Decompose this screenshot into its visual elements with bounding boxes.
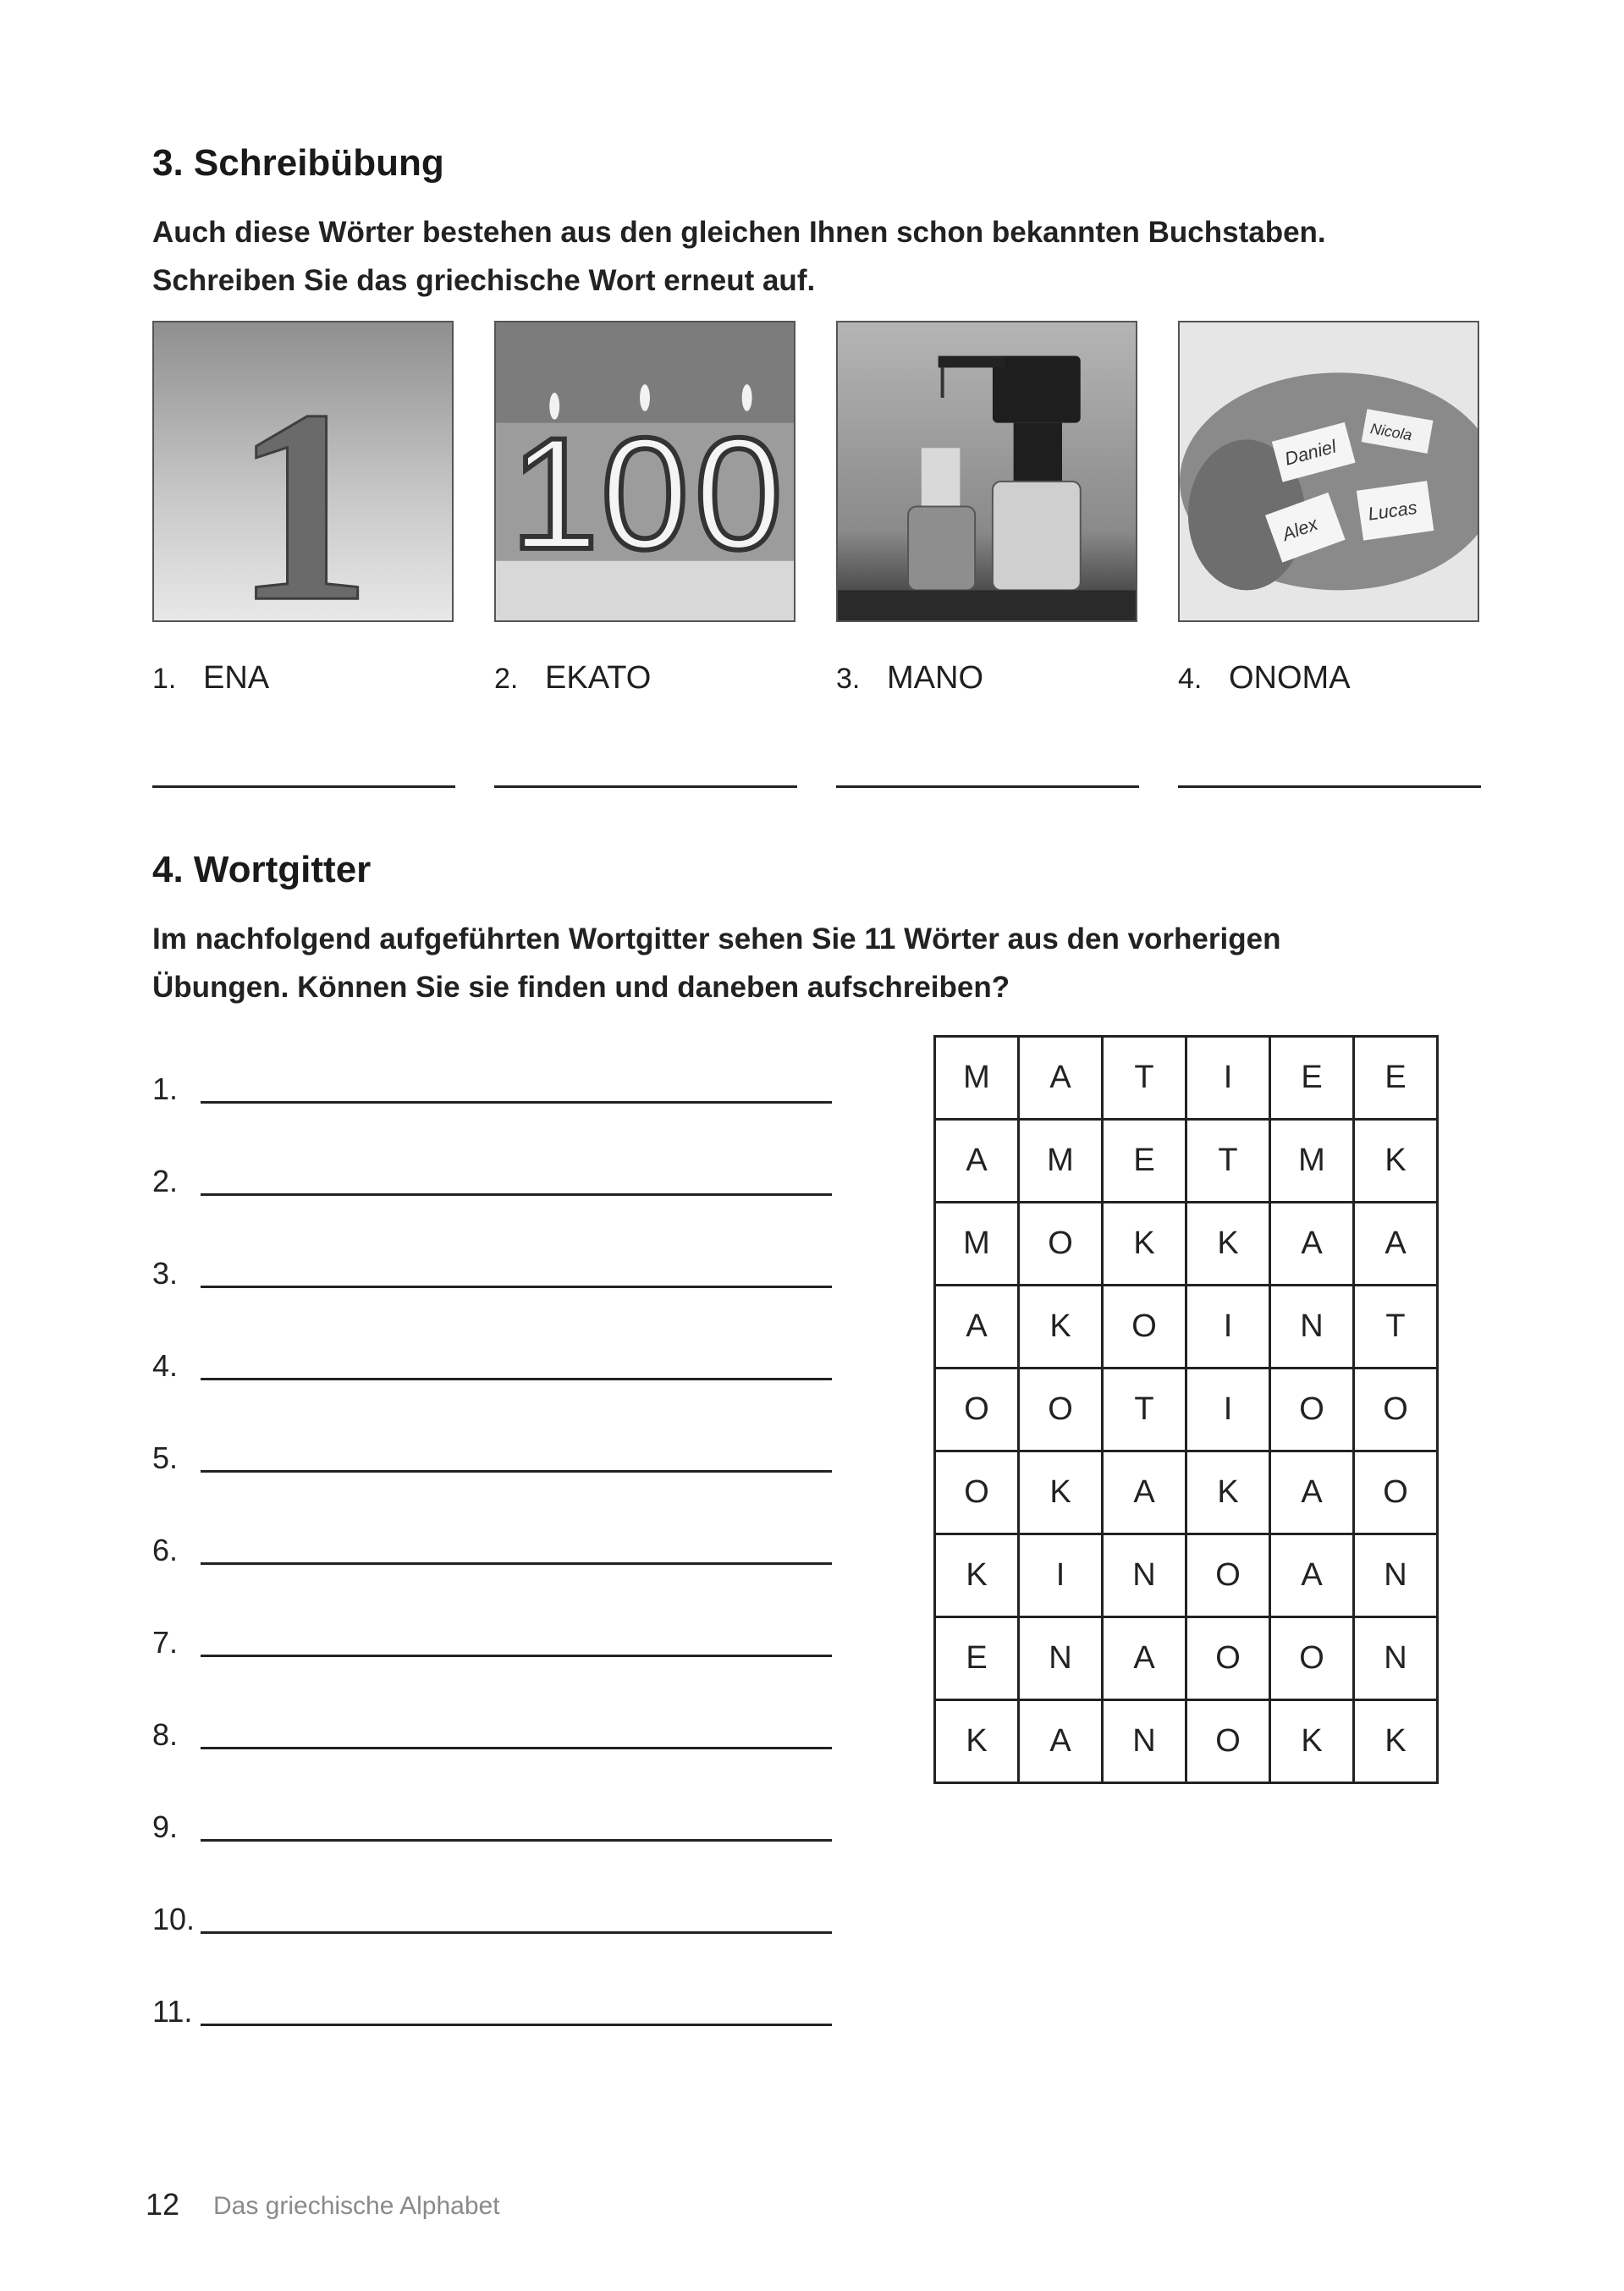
grid-cell[interactable]: N: [1103, 1534, 1186, 1617]
grid-cell[interactable]: I: [1186, 1369, 1270, 1451]
answer-number: 6.: [152, 1533, 179, 1567]
answer-line-6[interactable]: [201, 1562, 832, 1565]
grid-cell[interactable]: A: [1354, 1203, 1438, 1286]
grid-cell[interactable]: K: [935, 1534, 1019, 1617]
word-text: MANO: [887, 660, 983, 696]
answer-line-1[interactable]: [201, 1101, 832, 1104]
answer-line-8[interactable]: [201, 1747, 832, 1749]
answer-number: 2.: [152, 1164, 179, 1198]
section-3-heading: 3. Schreibübung: [152, 142, 444, 184]
answer-line-5[interactable]: [201, 1470, 832, 1473]
grid-cell[interactable]: N: [1019, 1617, 1103, 1700]
grid-cell[interactable]: I: [1019, 1534, 1103, 1617]
grid-cell[interactable]: T: [1186, 1120, 1270, 1203]
grid-row: [935, 1700, 1438, 1783]
grid-cell[interactable]: K: [1019, 1451, 1103, 1534]
grid-cell[interactable]: M: [1019, 1120, 1103, 1203]
section-4-instruction-line-2: Übungen. Können Sie sie finden und daneben aufschreiben?: [152, 971, 1010, 1004]
grid-cell[interactable]: O: [1186, 1534, 1270, 1617]
candle-digit-3: 0: [694, 404, 783, 582]
grid-cell[interactable]: E: [1270, 1037, 1354, 1120]
word-number: 3.: [836, 663, 861, 695]
section-3-instruction-line-1: Auch diese Wörter bestehen aus den gleichen Ihnen schon bekannten Buchstaben.: [152, 216, 1326, 249]
candle-digit-1: 1: [509, 404, 599, 582]
grid-row: [935, 1534, 1438, 1617]
grid-cell[interactable]: N: [1354, 1617, 1438, 1700]
grid-cell[interactable]: K: [1019, 1286, 1103, 1369]
grid-cell[interactable]: A: [1270, 1534, 1354, 1617]
writing-line-3[interactable]: [836, 785, 1139, 788]
grid-cell[interactable]: A: [1019, 1037, 1103, 1120]
answer-number: 1.: [152, 1071, 179, 1106]
grid-cell[interactable]: T: [1103, 1037, 1186, 1120]
grid-cell[interactable]: M: [935, 1203, 1019, 1286]
answer-number: 10.: [152, 1902, 195, 1936]
grid-row: [935, 1451, 1438, 1534]
section-4-instruction-line-1: Im nachfolgend aufgeführten Wortgitter sehen Sie 11 Wörter aus den vorherigen: [152, 922, 1281, 956]
word-number: 2.: [494, 663, 519, 695]
candles-100-image: [496, 322, 794, 620]
grid-cell[interactable]: T: [1103, 1369, 1186, 1451]
grid-cell[interactable]: O: [935, 1451, 1019, 1534]
grid-cell[interactable]: K: [1354, 1120, 1438, 1203]
answer-line-11[interactable]: [201, 2024, 832, 2026]
answer-number: 3.: [152, 1256, 179, 1291]
grid-cell[interactable]: N: [1103, 1700, 1186, 1783]
nail-polish-image: [838, 322, 1136, 620]
digit-one: 1: [234, 352, 372, 620]
grid-cell[interactable]: E: [935, 1617, 1019, 1700]
answer-number: 11.: [152, 1994, 193, 2029]
grid-row: [935, 1120, 1438, 1203]
answer-line-7[interactable]: [201, 1655, 832, 1657]
note-name-1: Daniel: [1282, 435, 1339, 470]
section-3-instruction: [152, 208, 1326, 305]
word-number: 1.: [152, 663, 177, 695]
answer-number: 5.: [152, 1440, 179, 1475]
grid-cell[interactable]: O: [1019, 1369, 1103, 1451]
grid-cell[interactable]: O: [1354, 1369, 1438, 1451]
grid-cell[interactable]: I: [1186, 1286, 1270, 1369]
grid-cell[interactable]: M: [935, 1037, 1019, 1120]
grid-cell[interactable]: O: [935, 1369, 1019, 1451]
note-name-2: Nicola: [1368, 420, 1413, 444]
answer-line-2[interactable]: [201, 1193, 832, 1196]
grid-cell[interactable]: N: [1270, 1286, 1354, 1369]
answer-number: 4.: [152, 1348, 179, 1383]
writing-line-4[interactable]: [1178, 785, 1481, 788]
grid-row: [935, 1369, 1438, 1451]
answer-number: 9.: [152, 1809, 179, 1844]
pregnant-belly-name-notes-image: [1180, 322, 1478, 620]
grid-cell[interactable]: K: [1354, 1700, 1438, 1783]
grid-cell[interactable]: K: [935, 1700, 1019, 1783]
grid-cell[interactable]: O: [1270, 1369, 1354, 1451]
grid-cell[interactable]: I: [1186, 1037, 1270, 1120]
grid-cell[interactable]: E: [1354, 1037, 1438, 1120]
grid-cell[interactable]: A: [1103, 1451, 1186, 1534]
note-name-4: Lucas: [1366, 496, 1418, 525]
grid-row: [935, 1037, 1438, 1120]
grid-row: [935, 1203, 1438, 1286]
word-search-grid: [933, 1035, 1439, 1784]
candle-digit-2: 0: [600, 404, 690, 582]
writing-line-2[interactable]: [494, 785, 797, 788]
note-name-3: Alex: [1279, 512, 1321, 545]
grid-cell[interactable]: K: [1186, 1451, 1270, 1534]
section-4-instruction: [152, 915, 1280, 1011]
grid-cell[interactable]: K: [1103, 1203, 1186, 1286]
word-item-1: [152, 660, 269, 697]
grid-cell[interactable]: M: [1270, 1120, 1354, 1203]
grid-cell[interactable]: A: [1270, 1451, 1354, 1534]
grid-cell[interactable]: T: [1354, 1286, 1438, 1369]
photo-number-one: [152, 321, 454, 622]
grid-cell[interactable]: O: [1186, 1700, 1270, 1783]
grid-cell[interactable]: O: [1186, 1617, 1270, 1700]
grid-cell[interactable]: A: [1103, 1617, 1186, 1700]
section-4-heading: 4. Wortgitter: [152, 849, 372, 890]
answer-line-10[interactable]: [201, 1931, 832, 1934]
grid-cell[interactable]: O: [1103, 1286, 1186, 1369]
grid-cell[interactable]: A: [935, 1286, 1019, 1369]
answer-line-4[interactable]: [201, 1378, 832, 1380]
photo-nail-polish: [836, 321, 1137, 622]
answer-number: 7.: [152, 1625, 179, 1660]
word-text: ONOMA: [1229, 660, 1351, 696]
grid-cell[interactable]: E: [1103, 1120, 1186, 1203]
grid-cell[interactable]: A: [935, 1120, 1019, 1203]
grid-cell[interactable]: N: [1354, 1534, 1438, 1617]
word-item-3: [836, 660, 983, 697]
word-item-4: [1178, 660, 1351, 697]
photo-candles-100: [494, 321, 795, 622]
wooden-number-one-image: [154, 322, 452, 620]
footer-title: Das griechische Alphabet: [213, 2192, 500, 2220]
page-number: 12: [146, 2187, 180, 2222]
word-item-2: [494, 660, 651, 697]
grid-row: [935, 1617, 1438, 1700]
word-text: ENA: [203, 660, 270, 696]
grid-cell[interactable]: A: [1270, 1203, 1354, 1286]
answer-line-3[interactable]: [201, 1286, 832, 1288]
grid-cell[interactable]: A: [1019, 1700, 1103, 1783]
word-number: 4.: [1178, 663, 1203, 695]
answer-line-9[interactable]: [201, 1839, 832, 1842]
grid-cell[interactable]: O: [1270, 1617, 1354, 1700]
writing-line-1[interactable]: [152, 785, 455, 788]
grid-cell[interactable]: O: [1354, 1451, 1438, 1534]
grid-cell[interactable]: O: [1019, 1203, 1103, 1286]
grid-cell[interactable]: K: [1270, 1700, 1354, 1783]
grid-cell[interactable]: K: [1186, 1203, 1270, 1286]
answer-number: 8.: [152, 1717, 179, 1752]
photo-baby-bump: [1178, 321, 1479, 622]
word-text: EKATO: [545, 660, 652, 696]
grid-row: [935, 1286, 1438, 1369]
section-3-instruction-line-2: Schreiben Sie das griechische Wort erneut auf.: [152, 264, 816, 297]
